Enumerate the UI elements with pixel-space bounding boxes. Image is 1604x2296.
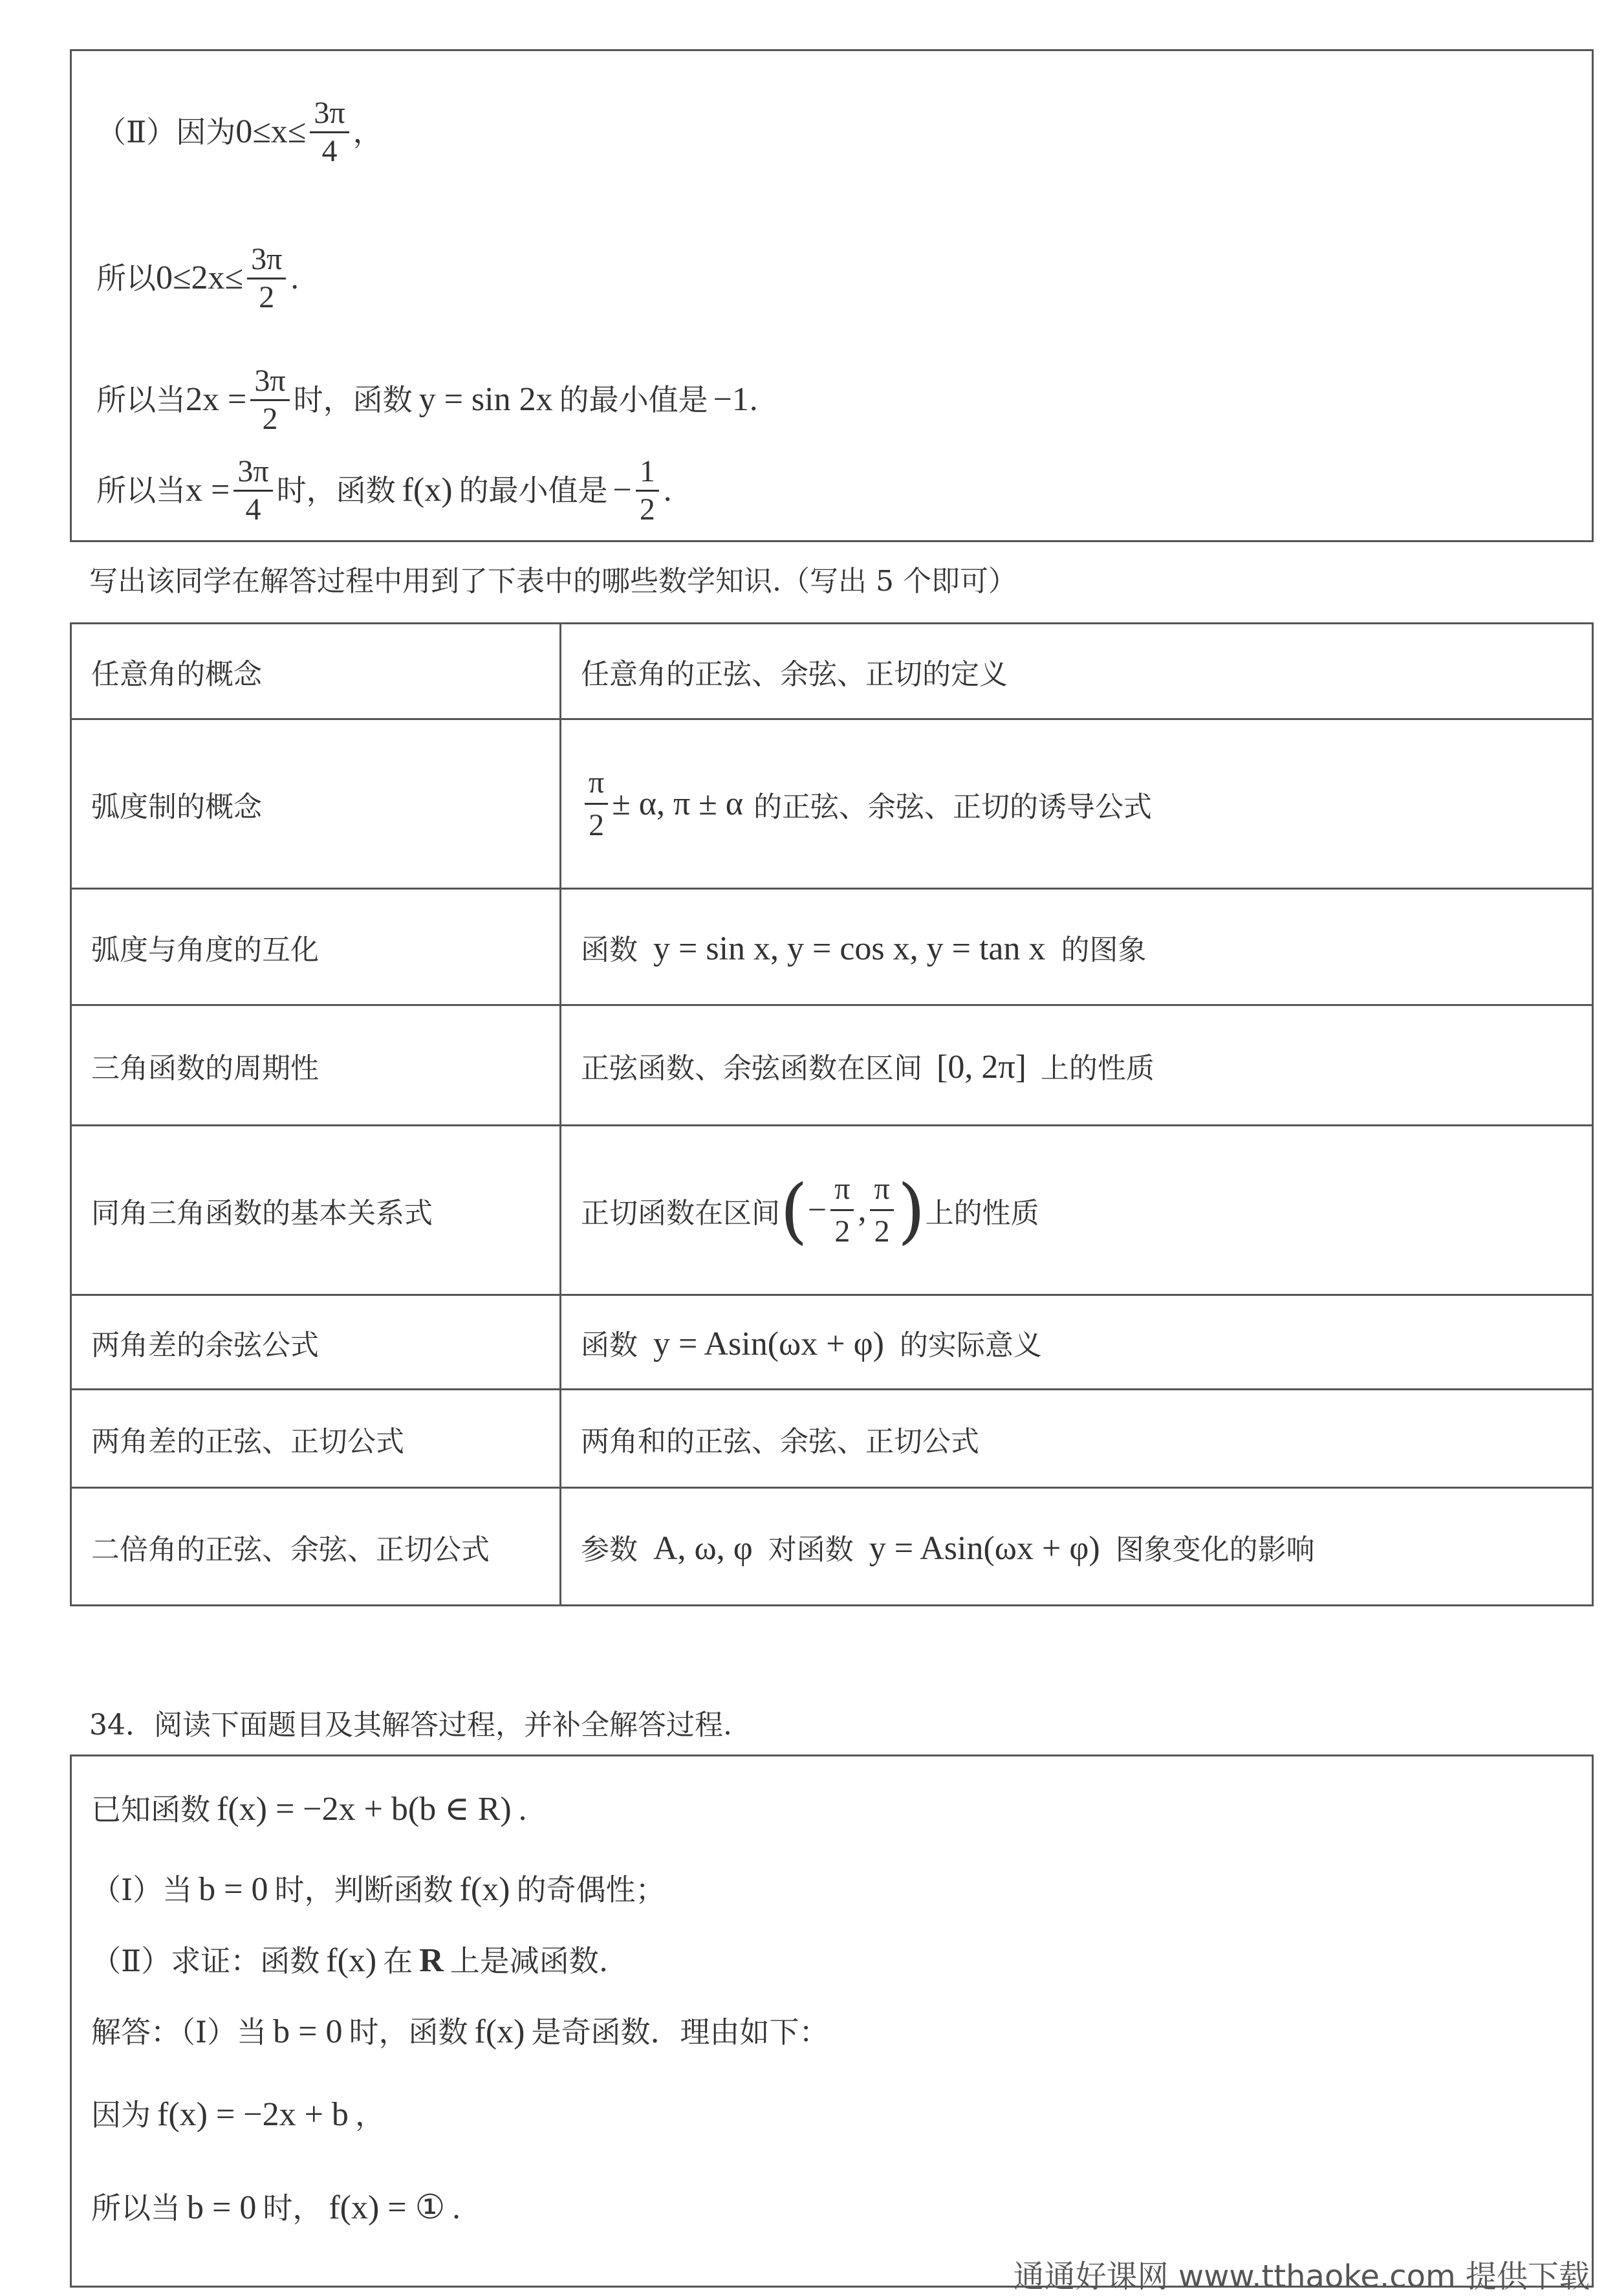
text: 上的性质 bbox=[1040, 1051, 1154, 1085]
table-cell-left: 三角函数的周期性 bbox=[71, 1005, 561, 1126]
fraction-denominator: 2 bbox=[262, 401, 278, 436]
math-value: −1 bbox=[713, 381, 749, 418]
table-row bbox=[71, 1390, 1593, 1488]
text: （Ⅰ）当 bbox=[91, 1872, 193, 1907]
table-cell-left: 二倍角的正弦、余弦、正切公式 bbox=[71, 1488, 561, 1606]
text: 的实际意义 bbox=[899, 1328, 1042, 1362]
math-expression: 2x = bbox=[186, 381, 247, 418]
question-line bbox=[91, 2098, 385, 2132]
table-cell-right bbox=[561, 1126, 1593, 1295]
text: 时， bbox=[263, 2191, 323, 2225]
question-line bbox=[91, 1944, 608, 1978]
math-expression: b = 0 bbox=[273, 2013, 343, 2050]
fraction-denominator: 2 bbox=[589, 808, 605, 842]
table-row bbox=[71, 1295, 1593, 1390]
math-comma: , bbox=[858, 1192, 867, 1229]
math-blank: f(x) = ① bbox=[329, 2189, 446, 2226]
text: 正切函数在区间 bbox=[581, 1196, 780, 1230]
fraction-denominator: 2 bbox=[874, 1214, 890, 1249]
math-expression: f(x) bbox=[326, 1942, 377, 1979]
fraction bbox=[636, 456, 659, 525]
solution-line-2 bbox=[96, 230, 299, 327]
table-row bbox=[71, 1126, 1593, 1295]
table-cell-right: 任意角的正弦、余弦、正切的定义 bbox=[561, 624, 1593, 719]
fraction bbox=[310, 95, 349, 168]
knowledge-table bbox=[70, 622, 1594, 1606]
text: 函数 bbox=[581, 1328, 638, 1362]
text: 的图象 bbox=[1061, 933, 1147, 967]
math-expression: y = sin 2x bbox=[418, 381, 553, 418]
text: 所以当 bbox=[96, 473, 186, 508]
question-line bbox=[91, 1873, 665, 1907]
punctuation: . bbox=[748, 382, 759, 417]
table-row bbox=[71, 624, 1593, 719]
text: 对函数 bbox=[768, 1533, 854, 1566]
punctuation: . bbox=[517, 1792, 528, 1827]
question-line bbox=[91, 2191, 461, 2225]
table-cell-left: 弧度与角度的互化 bbox=[71, 889, 561, 1005]
text: 的最小值是 bbox=[559, 382, 708, 417]
math-expression: y = Asin(ωx + φ) bbox=[653, 1325, 884, 1362]
solution-box bbox=[70, 49, 1594, 542]
text: 图象变化的影响 bbox=[1115, 1533, 1315, 1566]
text: 因为 bbox=[91, 2097, 151, 2132]
instruction-text: 写出该同学在解答过程中用到了下表中的哪些数学知识.（写出 5 个即可） bbox=[89, 565, 1017, 598]
math-expression: b = 0 bbox=[187, 2189, 257, 2226]
text: 解答：（Ⅰ）当 bbox=[91, 2015, 267, 2050]
math-interval: [0, 2π] bbox=[937, 1048, 1026, 1086]
table-cell-right bbox=[561, 1295, 1593, 1390]
text: 时，函数 bbox=[293, 382, 413, 417]
math-expression: R bbox=[419, 1942, 444, 1979]
punctuation: . bbox=[451, 2191, 461, 2225]
text: 时，函数 bbox=[349, 2015, 468, 2050]
math-expression: y = Asin(ωx + φ) bbox=[869, 1529, 1100, 1567]
table-row bbox=[71, 1005, 1593, 1126]
fraction-numerator: 3π bbox=[233, 456, 272, 492]
fraction-numerator: 1 bbox=[636, 456, 659, 492]
text: 正弦函数、余弦函数在区间 bbox=[581, 1051, 922, 1085]
table-cell-left: 任意角的概念 bbox=[71, 624, 561, 719]
solution-line-3 bbox=[96, 351, 759, 448]
table-cell-right bbox=[561, 1488, 1593, 1606]
math-sign: − bbox=[612, 472, 632, 508]
math-inequality: 0≤x≤ bbox=[235, 113, 307, 150]
math-expression: f(x) = −2x + b(b ∈ R) bbox=[217, 1791, 512, 1828]
solution-line-4 bbox=[96, 442, 672, 539]
fraction bbox=[870, 1171, 893, 1249]
table-cell-right bbox=[561, 719, 1593, 889]
text: 的最小值是 bbox=[459, 473, 608, 508]
table-cell-right bbox=[561, 1005, 1593, 1126]
math-expression: f(x) bbox=[474, 2013, 525, 2050]
table-cell-left: 弧度制的概念 bbox=[71, 719, 561, 889]
table-cell-left: 两角差的余弦公式 bbox=[71, 1295, 561, 1390]
text: 所以当 bbox=[96, 382, 186, 417]
text: （Ⅱ）因为 bbox=[96, 115, 236, 149]
table-row bbox=[71, 889, 1593, 1005]
text: 上是减函数. bbox=[450, 1943, 609, 1978]
fraction bbox=[830, 1171, 854, 1249]
text: 所以 bbox=[96, 261, 156, 296]
text: （Ⅱ）求证：函数 bbox=[91, 1943, 320, 1978]
table-cell-right bbox=[561, 889, 1593, 1005]
text: 函数 bbox=[581, 933, 638, 967]
text: 的正弦、余弦、正切的诱导公式 bbox=[753, 790, 1153, 824]
text: 已知函数 bbox=[91, 1792, 210, 1827]
fraction-denominator: 4 bbox=[321, 133, 338, 168]
fraction-denominator: 2 bbox=[259, 279, 275, 314]
punctuation: . bbox=[662, 473, 673, 508]
watermark: 通通好课网 www.tthaoke.com 提供下载 bbox=[1013, 2258, 1590, 2295]
fraction-numerator: π bbox=[585, 765, 608, 805]
table-cell-right: 两角和的正弦、余弦、正切公式 bbox=[561, 1390, 1593, 1488]
text: 是奇函数．理由如下： bbox=[531, 2015, 829, 2050]
math-expression: f(x) = −2x + b bbox=[157, 2096, 349, 2133]
math-expression: f(x) bbox=[459, 1871, 510, 1908]
question-line bbox=[91, 1793, 527, 1826]
fraction-numerator: π bbox=[830, 1171, 854, 1211]
table-cell-left: 同角三角函数的基本关系式 bbox=[71, 1126, 561, 1295]
fraction bbox=[585, 765, 608, 843]
math-expression: b = 0 bbox=[199, 1871, 268, 1908]
text: 的奇偶性； bbox=[516, 1872, 666, 1907]
question-line bbox=[91, 2015, 829, 2049]
fraction-numerator: 3π bbox=[310, 98, 349, 133]
fraction-denominator: 4 bbox=[245, 492, 261, 527]
fraction bbox=[250, 363, 289, 436]
math-expression: ± α, π ± α bbox=[612, 785, 744, 822]
punctuation: ， bbox=[354, 2097, 385, 2132]
fraction-numerator: 3π bbox=[247, 244, 286, 279]
fraction-denominator: 2 bbox=[639, 492, 655, 527]
table-row bbox=[71, 719, 1593, 889]
math-expression: f(x) bbox=[402, 472, 453, 508]
text: 时，判断函数 bbox=[274, 1872, 453, 1907]
math-expression: A, ω, φ bbox=[653, 1529, 753, 1567]
question-34-box bbox=[70, 1755, 1594, 2288]
text: 所以当 bbox=[91, 2191, 180, 2225]
left-paren-icon: ( bbox=[780, 1168, 808, 1252]
fraction-denominator: 2 bbox=[834, 1214, 851, 1249]
fraction-numerator: π bbox=[870, 1171, 893, 1211]
math-expression: x = bbox=[186, 472, 230, 508]
text: 参数 bbox=[581, 1533, 638, 1566]
fraction bbox=[247, 241, 286, 314]
solution-line-1 bbox=[96, 83, 383, 180]
math-inequality: 0≤2x≤ bbox=[156, 259, 244, 296]
fraction bbox=[233, 456, 272, 525]
fraction-numerator: 3π bbox=[250, 366, 289, 401]
right-paren-icon: ) bbox=[897, 1168, 926, 1252]
text: 在 bbox=[383, 1943, 413, 1978]
table-cell-left: 两角差的正弦、正切公式 bbox=[71, 1390, 561, 1488]
punctuation: . bbox=[290, 261, 299, 296]
punctuation: ， bbox=[352, 115, 383, 149]
text: 上的性质 bbox=[925, 1196, 1039, 1230]
math-sign: − bbox=[807, 1192, 827, 1229]
question-34-heading: 34．阅读下面题目及其解答过程，并补全解答过程. bbox=[89, 1709, 732, 1742]
text: 时，函数 bbox=[276, 473, 396, 508]
table-row bbox=[71, 1488, 1593, 1606]
math-expression: y = sin x, y = cos x, y = tan x bbox=[653, 930, 1046, 967]
